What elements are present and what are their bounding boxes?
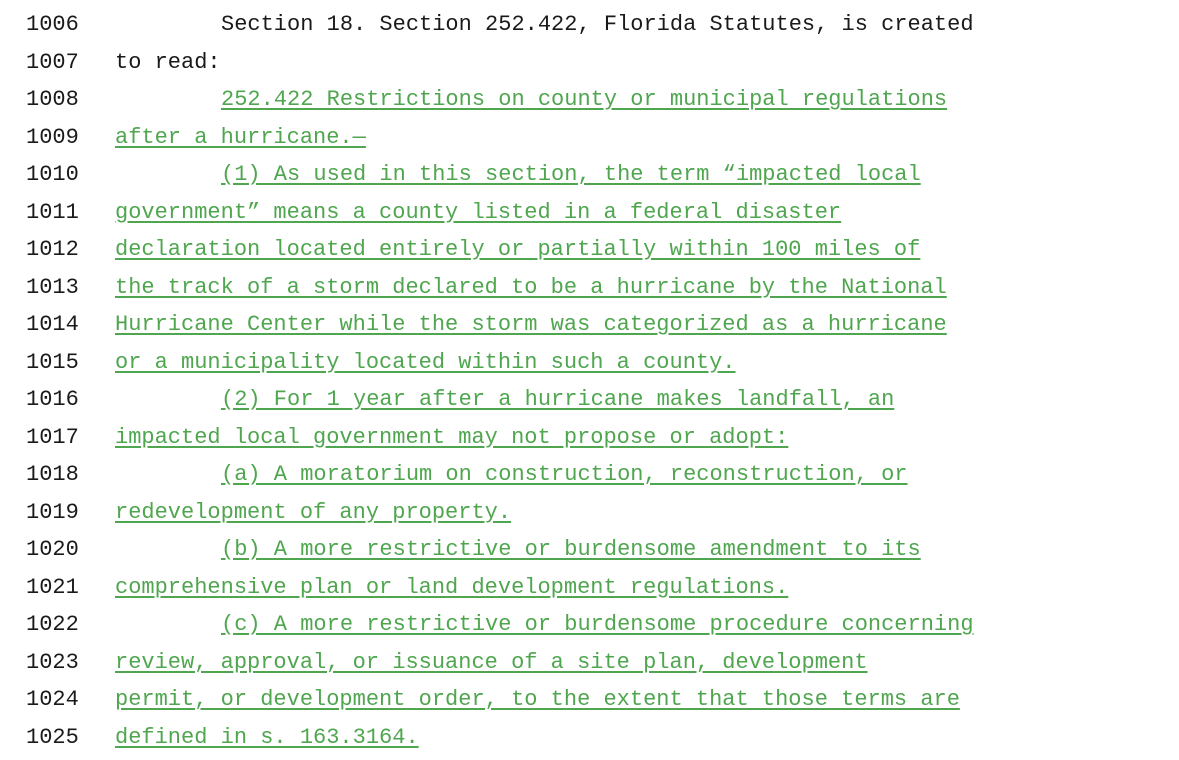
document-line (0, 606, 1179, 644)
line-number: 1010 (26, 162, 79, 187)
line-number: 1008 (26, 87, 79, 112)
line-number: 1011 (26, 199, 79, 225)
line-text: to read: (115, 49, 221, 75)
inserted-line-text: the track of a storm declared to be a hurricane by the National (115, 274, 947, 300)
inserted-line-text: redevelopment of any property. (115, 499, 512, 525)
inserted-line-text: 252.422 Restrictions on county or municipal regulations (221, 87, 948, 112)
inserted-line-text: (c) A more restrictive or burdensome procedure concerning (221, 612, 974, 637)
document-line (0, 194, 1179, 232)
document-line (0, 156, 1179, 194)
line-number: 1006 (26, 12, 79, 37)
document-line (0, 681, 1179, 719)
line-number: 1023 (26, 649, 79, 675)
document-line (0, 81, 1179, 119)
line-number: 1025 (26, 724, 79, 750)
line-number: 1014 (26, 312, 79, 337)
line-number: 1020 (26, 537, 79, 562)
inserted-line-text: comprehensive plan or land development regulations. (115, 574, 789, 600)
inserted-line-text: after a hurricane.— (115, 124, 366, 150)
line-number: 1007 (26, 49, 79, 75)
inserted-line-text: (1) As used in this section, the term “impacted local (221, 162, 921, 187)
inserted-line-text: (2) For 1 year after a hurricane makes landfall, an (221, 387, 895, 412)
inserted-line-text: review, approval, or issuance of a site plan, development (115, 649, 868, 675)
inserted-line-text: Hurricane Center while the storm was categorized as a hurricane (115, 312, 947, 337)
document-line (0, 531, 1179, 569)
line-number: 1021 (26, 574, 79, 600)
line-number: 1009 (26, 124, 79, 150)
line-number: 1024 (26, 687, 79, 712)
document-line (0, 269, 1179, 307)
inserted-line-text: government” means a county listed in a federal disaster (115, 199, 842, 225)
document-line (0, 419, 1179, 457)
line-number: 1016 (26, 387, 79, 412)
document-line (0, 719, 1179, 757)
line-text: Section 18. Section 252.422, Florida Statutes, is created (221, 12, 974, 37)
inserted-line-text: (a) A moratorium on construction, reconstruction, or (221, 462, 908, 487)
document-line (0, 344, 1179, 382)
inserted-line-text: impacted local government may not propose or adopt: (115, 424, 789, 450)
document-line (0, 44, 1179, 82)
inserted-line-text: declaration located entirely or partially within 100 miles of (115, 237, 921, 262)
line-number: 1012 (26, 237, 79, 262)
document-line (0, 6, 1179, 44)
line-number: 1022 (26, 612, 79, 637)
inserted-line-text: (b) A more restrictive or burdensome amendment to its (221, 537, 921, 562)
inserted-line-text: or a municipality located within such a county. (115, 349, 736, 375)
document-line (0, 306, 1179, 344)
document-line (0, 569, 1179, 607)
line-number: 1017 (26, 424, 79, 450)
line-number: 1019 (26, 499, 79, 525)
document-line (0, 494, 1179, 532)
line-number: 1013 (26, 274, 79, 300)
inserted-line-text: permit, or development order, to the extent that those terms are (115, 687, 960, 712)
document-line (0, 119, 1179, 157)
document-line (0, 381, 1179, 419)
line-number: 1015 (26, 349, 79, 375)
document-line (0, 644, 1179, 682)
document-line (0, 456, 1179, 494)
line-number: 1018 (26, 462, 79, 487)
document-line (0, 231, 1179, 269)
inserted-line-text: defined in s. 163.3164. (115, 724, 419, 750)
